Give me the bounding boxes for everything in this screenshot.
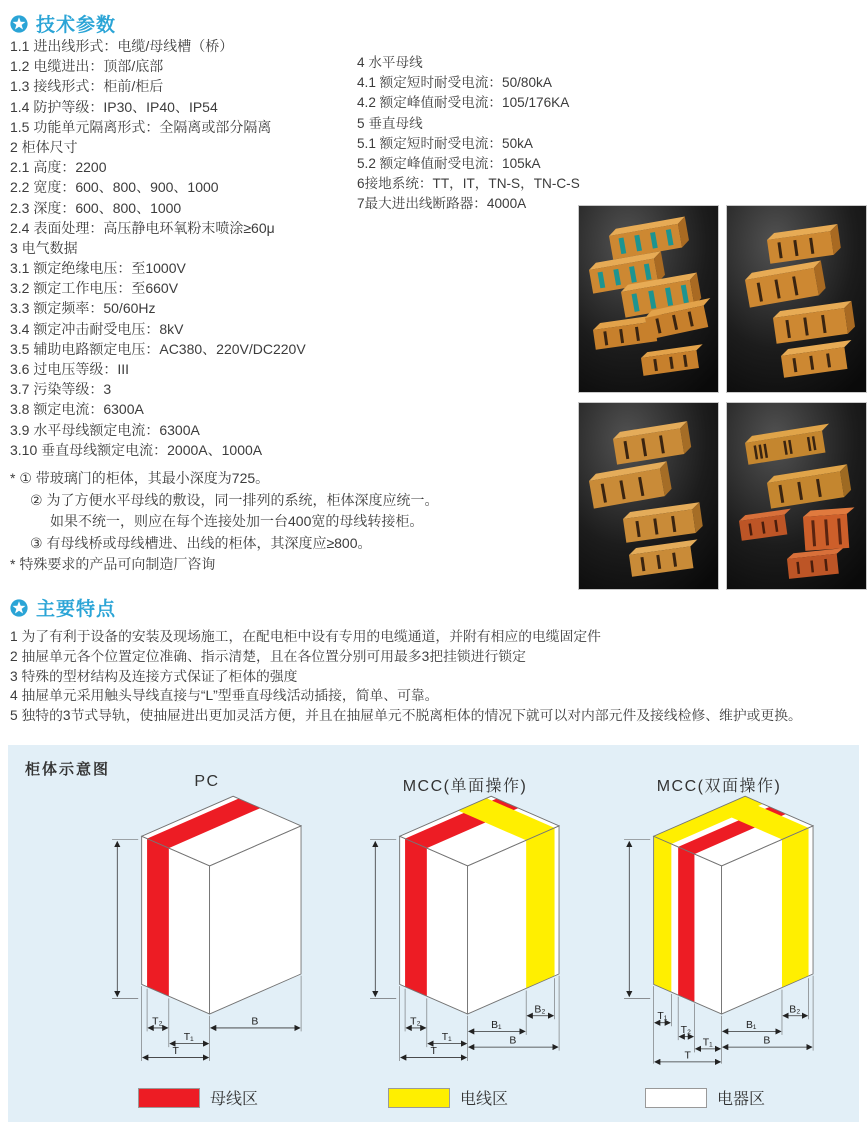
cabinet-diagram-mcc-double bbox=[610, 791, 828, 1068]
feature-line: 2 抽屉单元各个位置定位准确、指示清楚，且在各位置分别可用最多3把挂锁进行锁定 bbox=[10, 648, 526, 664]
dim-label-t2: T₂ bbox=[410, 1016, 421, 1028]
dim-label-t: T bbox=[430, 1046, 437, 1058]
dim-label-b2: B₂ bbox=[789, 1004, 801, 1016]
legend-item-device bbox=[645, 1086, 765, 1109]
dim-label-b1: B₁ bbox=[491, 1019, 502, 1031]
feature-line: 4 抽屉单元采用触头导线直接与“L”型垂直母线活动插接，简单、可靠。 bbox=[10, 688, 439, 704]
tech-params-notes bbox=[10, 468, 438, 576]
spec-line: 4.2 额定峰值耐受电流：105/176KA bbox=[357, 95, 570, 111]
dim-label-b: B bbox=[251, 1016, 259, 1028]
diagram-label-mcc-single: MCC(单面操作) bbox=[402, 778, 528, 795]
spec-line: 3.8 额定电流：6300A bbox=[10, 401, 144, 418]
busbar-clamp-photo-1 bbox=[578, 205, 719, 393]
dim-label-t2: T₂ bbox=[152, 1016, 163, 1028]
note-line: * ① 带玻璃门的柜体，其最小深度为725。 bbox=[10, 470, 270, 486]
spec-line: 3.5 辅助电路额定电压：AC380、220V/DC220V bbox=[10, 340, 306, 357]
spec-line: 2.1 高度：2200 bbox=[10, 159, 107, 176]
legend-item-wire bbox=[388, 1086, 508, 1109]
dim-label-b: B bbox=[509, 1035, 517, 1047]
legend-swatch-red bbox=[138, 1088, 200, 1108]
star-circle-icon bbox=[10, 15, 28, 33]
spec-line: 3.4 额定冲击耐受电压：8kV bbox=[10, 320, 184, 337]
spec-line: 3.7 污染等级：3 bbox=[10, 381, 112, 398]
spec-line: 1.1 进出线形式：电缆/母线槽（桥） bbox=[10, 38, 234, 54]
feature-line: 3 特殊的型材结构及连接方式保证了柜体的强度 bbox=[10, 668, 298, 684]
spec-line: 3.6 过电压等级：III bbox=[10, 361, 130, 377]
tech-params-left-column bbox=[10, 36, 306, 460]
tech-params-right-column bbox=[357, 53, 580, 215]
spec-line: 2.3 深度：600、800、1000 bbox=[10, 199, 182, 216]
legend-label: 电器区 bbox=[717, 1091, 766, 1108]
dim-label-t2: T₂ bbox=[680, 1025, 692, 1037]
spec-line: 5 垂直母线 bbox=[357, 115, 423, 131]
note-line: * 特殊要求的产品可向制造厂咨询 bbox=[10, 556, 216, 572]
cabinet-diagram-mcc-single bbox=[356, 791, 574, 1068]
spec-line: 5.2 额定峰值耐受电流：105kA bbox=[357, 155, 541, 171]
spec-line: 3.9 水平母线额定电流：6300A bbox=[10, 421, 200, 438]
spec-line: 3 电气数据 bbox=[10, 239, 78, 256]
features-list bbox=[10, 627, 802, 726]
legend-item-busbar bbox=[138, 1086, 258, 1109]
spec-line: 5.1 额定短时耐受电流：50kA bbox=[357, 135, 534, 151]
spec-line: 1.2 电缆进出：顶部/底部 bbox=[10, 58, 164, 75]
busbar-clamp-photo-3 bbox=[578, 402, 719, 590]
spec-line: 3.2 额定工作电压：至660V bbox=[10, 280, 179, 297]
spec-line: 4.1 额定短时耐受电流：50/80kA bbox=[357, 75, 552, 91]
feature-line: 1 为了有利于设备的安装及现场施工，在配电柜中设有专用的电缆通道，并附有相应的电缆固定件 bbox=[10, 629, 601, 644]
spec-line: 3.1 额定绝缘电压：至1000V bbox=[10, 260, 186, 277]
product-photo-grid bbox=[578, 205, 867, 590]
diagram-label-pc: PC bbox=[194, 773, 220, 790]
cabinet-diagram-pc bbox=[98, 791, 316, 1068]
features-title: 主要特点 bbox=[36, 599, 117, 620]
note-line: ③ 有母线桥或母线槽进、出线的柜体，其深度应≥800。 bbox=[30, 534, 372, 551]
cabinet-diagram-panel bbox=[8, 745, 859, 1122]
spec-line: 1.4 防护等级：IP30、IP40、IP54 bbox=[10, 98, 218, 115]
dim-label-t: T bbox=[172, 1046, 179, 1058]
spec-line: 2.2 宽度：600、800、900、1000 bbox=[10, 179, 219, 196]
spec-line: 6接地系统：TT，IT，TN-S，TN-C-S bbox=[357, 176, 580, 192]
features-header bbox=[10, 594, 116, 621]
busbar-clamp-photo-4 bbox=[726, 402, 867, 590]
legend-label: 母线区 bbox=[210, 1091, 259, 1108]
dim-label-b: B bbox=[763, 1035, 771, 1047]
dim-label-b1: B₁ bbox=[745, 1019, 757, 1031]
note-line: 如果不统一，则应在每个连接处加一台400宽的母线转接柜。 bbox=[50, 513, 424, 529]
dim-label-b2: B₂ bbox=[534, 1004, 546, 1016]
spec-line: 1.5 功能单元隔离形式：全隔离或部分隔离 bbox=[10, 118, 272, 135]
spec-line: 3.10 垂直母线额定电流：2000A、1000A bbox=[10, 441, 263, 458]
legend-swatch-white bbox=[645, 1088, 707, 1108]
tech-params-header bbox=[10, 10, 116, 37]
dim-label-t1: T₁ bbox=[441, 1032, 452, 1044]
busbar-clamp-photo-2 bbox=[726, 205, 867, 393]
tech-params-title: 技术参数 bbox=[36, 15, 117, 36]
spec-line: 3.3 额定频率：50/60Hz bbox=[10, 300, 156, 317]
dim-label-t1: T₁ bbox=[183, 1032, 194, 1044]
legend-label: 电线区 bbox=[460, 1091, 509, 1108]
spec-line: 1.3 接线形式：柜前/柜后 bbox=[10, 78, 164, 95]
feature-line: 5 独特的3节式导轨，使抽屉进出更加灵活方便，并且在抽屉单元不脱离柜体的情况下就可以对内部元件及接线检修、维护或更换。 bbox=[10, 708, 802, 724]
cabinet-panel-title: 柜体示意图 bbox=[25, 761, 111, 778]
dim-label-t: T bbox=[684, 1050, 691, 1062]
spec-line: 4 水平母线 bbox=[357, 55, 423, 70]
spec-line: 2 柜体尺寸 bbox=[10, 138, 78, 155]
note-line: ② 为了方便水平母线的敷设，同一排列的系统，柜体深度应统一。 bbox=[30, 491, 439, 508]
star-circle-icon bbox=[10, 599, 28, 617]
diagram-label-mcc-double: MCC(双面操作) bbox=[656, 778, 782, 795]
spec-line: 7最大进出线断路器：4000A bbox=[357, 196, 527, 212]
dim-label-t1: T₁ bbox=[702, 1037, 713, 1049]
legend-swatch-yellow bbox=[388, 1088, 450, 1108]
dim-label-t1: T₁ bbox=[657, 1011, 668, 1023]
spec-line: 2.4 表面处理：高压静电环氧粉末喷涂≥60μ bbox=[10, 219, 275, 236]
